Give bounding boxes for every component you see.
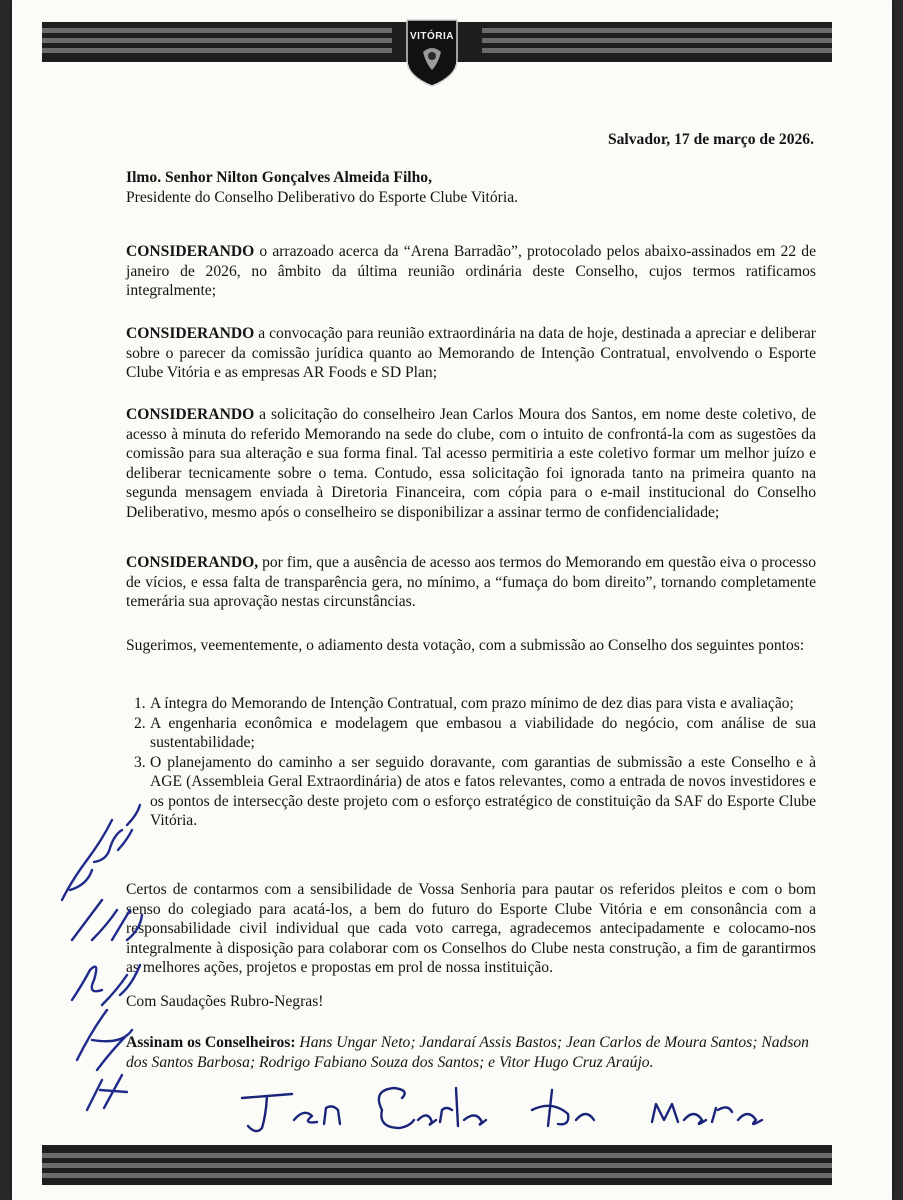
points-list	[126, 694, 816, 831]
paragraph-text: a solicitação do conselheiro Jean Carlos Moura dos Santos, em nome deste coletivo, de acesso à minuta do referido Memorando na sede do clube, com o intuito de confrontá-la com as sugestões da comissão para sua alteração e sua forma final. Tal acesso permitiria a este coletivo formar um melhor juízo e deliberar tecnicamente sobre o tema. Contudo, essa solicitação foi ignorada tanto na primeira quanto na segunda mensagem enviada à Diretoria Financeira, com cópia para o e-mail institucional do Conselho Deliberativo, mesmo após o conselheiro se disponibilizar a assinar termo de confidencialidade;	[126, 406, 816, 521]
list-item	[126, 694, 816, 714]
paragraph-lead: CONSIDERANDO,	[126, 554, 259, 571]
addressee-title: Presidente do Conselho Deliberativo do Esporte Clube Vitória.	[126, 188, 519, 206]
letter-date: Salvador, 17 de março de 2026.	[607, 131, 814, 148]
addressee-block	[126, 168, 816, 207]
letter-page	[12, 0, 892, 1200]
handwritten-received-note	[32, 790, 152, 1120]
signers-label: Assinam os Conselheiros:	[126, 1034, 296, 1051]
paragraph-considerando-3	[126, 405, 816, 522]
list-item	[126, 714, 816, 753]
footer-band	[42, 1145, 832, 1185]
list-item	[126, 753, 816, 831]
paragraph-text: a convocação para reunião extraordinária na data de hoje, destinada a apreciar e deliberar sobre o parecer da comissão jurídica quanto ao Memorando de Intenção Contratual, envolvendo o Esporte Clube Vitória e as empresas AR Foods e SD Plan;	[126, 325, 816, 381]
list-text: O planejamento do caminho a ser seguido doravante, com garantias de submissão a este Conselho e à AGE (Assembleia Geral Extraordinária) de atos e fatos relevantes, como a entrada de novos investidores e os pontos de intersecção deste projeto com o esforço estratégico de constituição da SAF do Esporte Clube Vitória.	[150, 753, 816, 829]
handwritten-signature	[232, 1080, 792, 1140]
addressee-name: Ilmo. Senhor Nilton Gonçalves Almeida Filho,	[126, 169, 432, 186]
paragraph-lead: CONSIDERANDO	[126, 325, 255, 342]
closing-salutation: Com Saudações Rubro-Negras!	[126, 993, 324, 1010]
club-crest-logo	[405, 18, 459, 88]
paragraph-text: por fim, que a ausência de acesso aos termos do Memorando em questão eiva o processo de vícios, e essa falta de transparência gera, no mínimo, a “fumaça do bom direito”, tornando completamente temerária sua aprovação nestas circunstâncias.	[126, 554, 816, 610]
paragraph-lead: CONSIDERANDO	[126, 243, 255, 260]
list-text: A íntegra do Memorando de Intenção Contratual, com prazo mínimo de dez dias para vista e avaliação;	[150, 695, 794, 712]
logo-text: VITÓRIA	[409, 31, 455, 42]
paragraph-lead: CONSIDERANDO	[126, 406, 255, 423]
paragraph-considerando-1	[126, 242, 816, 301]
list-text: A engenharia econômica e modelagem que embasou a viabilidade do negócio, com análise de sua sustentabilidade;	[150, 714, 816, 751]
paragraph-text: o arrazoado acerca da “Arena Barradão”, protocolado pelos abaixo-assinados em 22 de janeiro de 2026, no âmbito da última reunião ordinária deste Conselho, cujos termos ratificamos integralmente;	[126, 243, 816, 299]
intro-paragraph: Sugerimos, veementemente, o adiamento desta votação, com a submissão ao Conselho dos seguintes pontos:	[126, 637, 805, 654]
list-number: 3.	[134, 753, 146, 771]
signers-list	[126, 1033, 826, 1072]
conclusion-paragraph: Certos de contarmos com a sensibilidade de Vossa Senhoria para pautar os referidos pleitos e com o bom senso do colegiado para acatá-los, a bem do futuro do Esporte Clube Vitória e em consonância com a responsabilidade civil individual que cada voto carrega, agradecemos antecipadamente e colocamo-nos integralmente à disposição para colaborar com os Conselhos do Clube nesta construção, a fim de garantirmos as melhores ações, projetos e propostas em prol de nossa instituição.	[126, 881, 816, 976]
paragraph-considerando-4	[126, 553, 816, 612]
list-number: 1.	[134, 695, 146, 712]
paragraph-considerando-2	[126, 324, 816, 383]
signers-names: Hans Ungar Neto; Jandaraí Assis Bastos; Jean Carlos de Moura Santos; Nadson dos Santos Barbosa; Rodrigo Fabiano Souza dos Santos; e Vitor Hugo Cruz Araújo.	[126, 1034, 809, 1071]
list-number: 2.	[134, 714, 146, 732]
